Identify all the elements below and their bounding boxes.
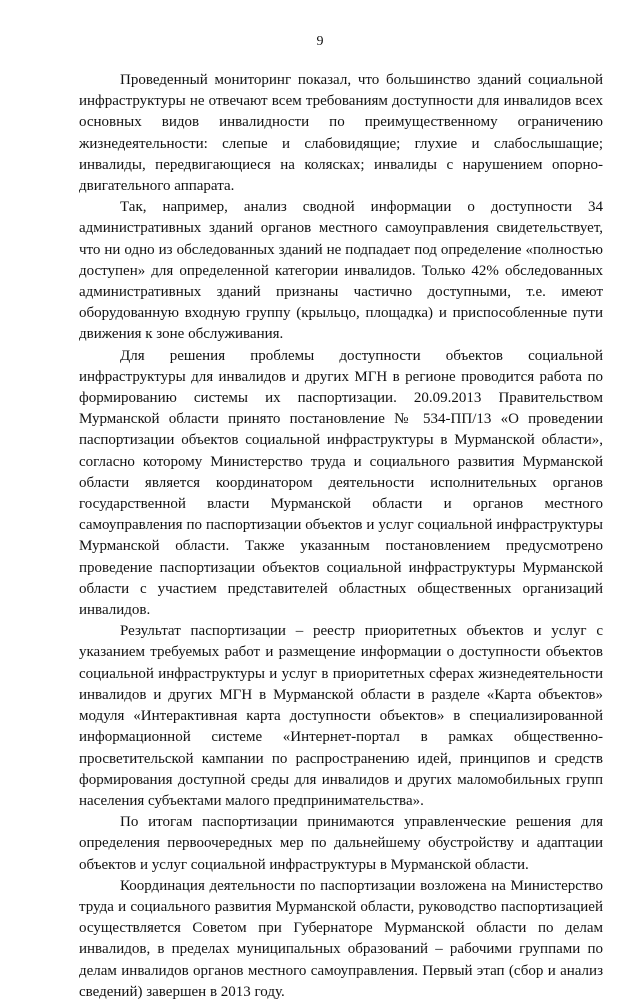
paragraph-monitoring-results: Проведенный мониторинг показал, что большинство зданий социальной инфраструктуры не отвечают всем требованиям доступности для инвалидов всех основных видов инвалидности по преимущественному ограничению жизнедеятельности: слепые и слабовидящие; глухие и слабослышащие; инвалиды, передвигающиеся на колясках; инвалиды с нарушением опорно-двигательного аппарата.: [79, 72, 603, 195]
paragraph-passportization-result: Результат паспортизации – реестр приоритетных объектов и услуг с указанием требуемых работ и размещение информации о доступности объектов социальной инфраструктуры и услуг в приоритетных сферах жизнедеятельности инвалидов и других МГН в Мурманской области в разделе «Карта объектов» модуля «Интерактивная карта доступности объектов» в специализированной информационной системе «Интернет-портал в рамках общественно-просветительской кампании по распространению идей, принципов и средств формирования доступной среды для инвалидов и других маломобильных групп населения субъектами малого предпринимательства».: [79, 623, 603, 809]
paragraph-management-decisions: По итогам паспортизации принимаются управленческие решения для определения первоочередных мер по дальнейшему обустройству и адаптации объектов и услуг социальной инфраструктуры в Мурманской области.: [79, 814, 603, 873]
paragraph-administrative-buildings: Так, например, анализ сводной информации о доступности 34 административных зданий органов местного самоуправления свидетельствует, что ни одно из обследованных зданий не подпадает под определение «полностью доступен» для определенной категории инвалидов. Только 42% обследованных административных зданий признаны частично доступными, т.е. имеют оборудованную входную группу (крыльцо, площадка) и приспособленные пути движения к зоне обслуживания.: [79, 199, 603, 343]
paragraph-passportization-work: Для решения проблемы доступности объектов социальной инфраструктуры для инвалидов и других МГН в регионе проводится работа по формированию системы их паспортизации. 20.09.2013 Правительством Мурманской области принято постановление № 534-ПП/13 «О проведении паспортизации объектов социальной инфраструктуры в Мурманской области», согласно которому Министерство труда и социального развития Мурманской области является координатором деятельности исполнительных органов государственной власти Мурманской области и органов местного самоуправления по паспортизации объектов и услуг социальной инфраструктуры Мурманской области. Также указанным постановлением предусмотрено проведение паспортизации объектов социальной инфраструктуры Мурманской области с участием представителей областных общественных организаций инвалидов.: [79, 347, 603, 619]
document-body: [79, 70, 603, 1003]
paragraph-coordination: Координация деятельности по паспортизации возложена на Министерство труда и социального развития Мурманской области, руководство паспортизацией осуществляется Советом при Губернаторе Мурманской области по делам инвалидов, в пределах муниципальных образований – рабочими группами по делам инвалидов органов местного самоуправления. Первый этап (сбор и анализ сведений) завершен в 2013 году.: [79, 877, 603, 1000]
page-number: 9: [316, 34, 324, 49]
